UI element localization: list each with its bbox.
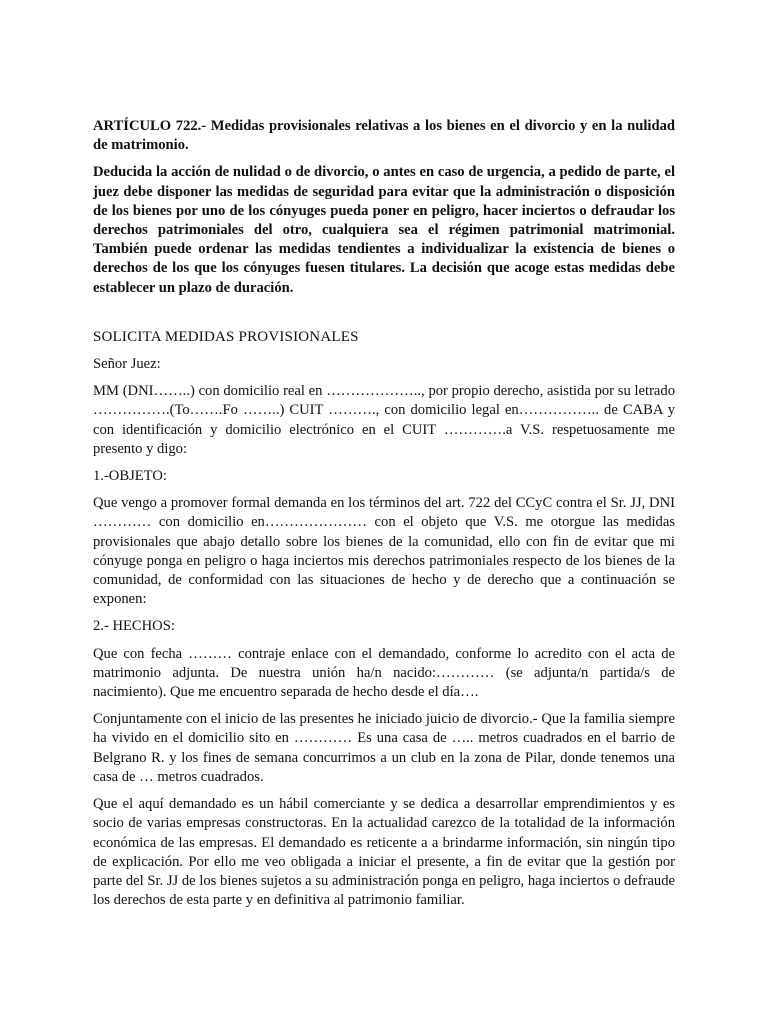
section-hechos-paragraph-2: Conjuntamente con el inicio de las presentes he iniciado juicio de divorcio.- Que la familia siempre ha vivido en el domicilio sito en ………… Es una casa de ….. metros cuadrados en el barrio de Belgrano R. y los fines de semana concurrimos a un club en la zona de Pilar, donde tenemos una casa de … metros cuadrados. [93,711,675,785]
petition-intro: MM (DNI……..) con domicilio real en ……………….., por propio derecho, asistida por su letrado …………….(To…….Fo ……..) CUIT ………., con domicilio legal en…………….. de CABA y con identificación y domicilio electrónico en el CUIT ………….a V.S. respetuosamente me presento y digo: [93,383,675,457]
document-body [93,117,675,918]
section-hechos-paragraph-3: Que el aquí demandado es un hábil comerciante y se dedica a desarrollar emprendimientos y es socio de varias empresas constructoras. En la actualidad carezco de la totalidad de la información económica de las empresas. El demandado es reticente a a brindarme información, sin ningún tipo de explicación. Por ello me veo obligada a iniciar el presente, a fin de evitar que la gestión por parte del Sr. JJ de los bienes sujetos a su administración ponga en peligro, haga inciertos o defraude los derechos de esta parte y en definitiva al patrimonio familiar. [93,796,675,909]
section-hechos-heading: 2.- HECHOS: [93,618,175,635]
section-objeto-heading: 1.-OBJETO: [93,468,167,485]
section-objeto-body: Que vengo a promover formal demanda en los términos del art. 722 del CCyC contra el Sr. JJ, DNI ………… con domicilio en………………… con el objeto que V.S. me otorgue las medidas provisionales que abajo detallo sobre los bienes de la comunidad, ello con fin de evitar que mi cónyuge ponga en peligro o haga inciertos mis derechos patrimoniales respecto de los bienes de la comunidad, de conformidad con las situaciones de hecho y de derecho que a continuación se exponen: [93,495,675,608]
section-hechos-paragraph-1: Que con fecha ……… contraje enlace con el demandado, conforme lo acredito con el acta de matrimonio adjunta. De nuestra unión ha/n nacido:………… (se adjunta/n partida/s de nacimiento). Que me encuentro separada de hecho desde el día…. [93,645,675,701]
salutation: Señor Juez: [93,356,161,373]
article-body: Deducida la acción de nulidad o de divorcio, o antes en caso de urgencia, a pedido de parte, el juez debe disponer las medidas de seguridad para evitar que la administración o disposición de los bienes por uno de los cónyuges pueda poner en peligro, hacer inciertos o defraudar los derechos patrimoniales del otro, cualquiera sea el régimen patrimonial matrimonial. También puede ordenar las medidas tendientes a individualizar la existencia de bienes o derechos de los que los cónyuges fuesen titulares. La decisión que acoge estas medidas debe establecer un plazo de duración. [93,164,675,296]
article-title: ARTÍCULO 722.- Medidas provisionales relativas a los bienes en el divorcio y en la nulidad de matrimonio. [93,118,675,154]
petition-heading: SOLICITA MEDIDAS PROVISIONALES [93,328,359,345]
